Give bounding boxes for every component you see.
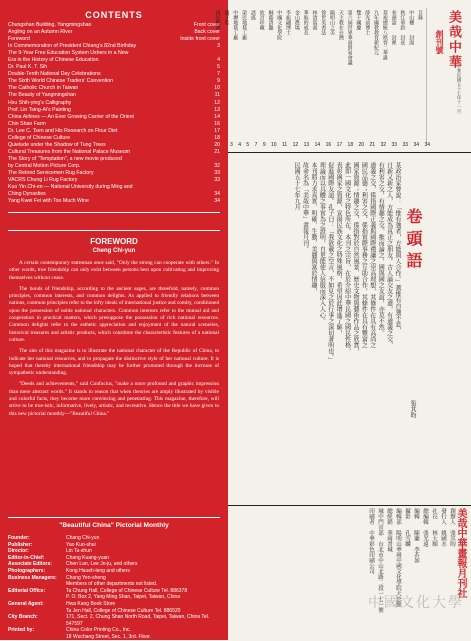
page-number: 12 [292, 142, 299, 148]
contents-item [8, 191, 220, 198]
masthead-role: Editor-in-Chief: [8, 554, 45, 561]
masthead-value: Kong Haueh-leng and others [66, 567, 130, 574]
divider [228, 152, 471, 153]
contents-item [8, 29, 220, 36]
contents-item [8, 184, 220, 191]
contents-item-title: Prof. Lin Tsing-Ai's Painting [8, 106, 71, 113]
publisher-line: 編輯 陳蘭 李若如 [413, 508, 419, 563]
masthead-value: Yao Kuo-shui [66, 541, 96, 548]
chinese-contents-item: 桐蔭清趣 [267, 10, 274, 30]
preface-column: 理論而以具體之事實為之證明，自更能使人信服而深入人心。 [318, 162, 326, 324]
publisher-line: 創辦人 張其昀 [449, 508, 455, 547]
foreword-paragraph: A certain contemporary statesman once said, "Only the strong can cooperate with others." In other words, true friendship can only exist between persons best upon cultivating and improving themselves without cease. [9, 260, 219, 281]
preface-column: 此即一國文化之特色所在。本刊之宗旨，在於介紹中華民國之國民性格， [343, 162, 351, 354]
masthead-row [8, 601, 222, 608]
contents-item-page [216, 156, 220, 163]
chinese-contents-item: 目錄 [417, 10, 423, 20]
masthead-row [8, 548, 222, 555]
contents-item-page: 16 [214, 120, 220, 127]
page-number: 33 [391, 142, 398, 148]
masthead-value: Hwa Kang Book Store [66, 600, 116, 607]
chinese-contents-item: 第六屆世界華商貿易會議 [346, 10, 353, 65]
masthead-row [8, 555, 222, 562]
preface-column: 國民品德；利害之交，係指實際事務之互助合作，其條件在具有豐富之 [360, 162, 368, 348]
page-numbers [230, 142, 430, 148]
chinese-contents-item: 九年國教教育新紀元 [373, 10, 380, 55]
publisher-line: 總編輯 張光遠 [422, 508, 428, 547]
publisher-line: 城中門市部 台北市中山北路二段一七一號 [377, 508, 383, 613]
contents-item-title: Yang Kwei Fei with Too Much Wine [8, 198, 89, 205]
contents-item-title: China Airlines — An Ever Growing Carrier of the Orient [8, 113, 134, 120]
divider [8, 230, 220, 231]
page-number: 9 [262, 142, 266, 148]
page-number: 32 [380, 142, 387, 148]
contents-item [8, 100, 220, 107]
page-number: 5 [246, 142, 250, 148]
divider [8, 517, 220, 518]
masthead-role [8, 608, 66, 615]
page-number: 13 [303, 142, 310, 148]
contents-item [8, 163, 220, 170]
masthead-value: Lin Ta-shun [66, 548, 92, 555]
page-number: 16 [325, 142, 332, 148]
masthead-role [8, 581, 66, 588]
contents-item [8, 114, 220, 121]
preface-column: 國家資源；情趣之交，係指對於自然風景、歷史文物與藝術作品之欣賞， [351, 162, 359, 354]
chinese-contents-item: 中國文化學院 [276, 10, 283, 40]
page-number: 3 [230, 142, 233, 148]
contents-item-page: 5 [217, 64, 220, 71]
foreword-title: FOREWORD [90, 237, 138, 246]
contents-item-title: The 9-Year Free Education System Ushers in a New [8, 50, 129, 57]
foreword-paragraph: The aim of this magazine is to illustrate the national character of the Republic of China, to indicate her national resources, and to propagate the distinctive style of her national culture. It is hoped that thereby international friendship may be further promoted through the increase of sympathetic understanding. [9, 348, 219, 377]
chinese-contents-item: 天主教在台灣 [337, 10, 344, 40]
contents-item-title: College of Chinese Culture [8, 134, 70, 141]
chinese-contents-item: 貴妃醉酒 [214, 10, 221, 30]
contents-item [8, 135, 220, 142]
page-number: 11 [282, 142, 288, 148]
contents-item-page: 34 [214, 191, 220, 198]
publisher-line: 發行人 姚國水 [440, 508, 446, 547]
foreword-text [9, 260, 219, 422]
contents-item-title: Foreword [8, 36, 30, 43]
contents-item [8, 198, 220, 205]
magazine-brand: 美哉中華 [446, 10, 461, 70]
masthead-role: Founder: [8, 535, 30, 541]
contents-item-page: 33 [214, 169, 220, 176]
foreword-paragraph: The bonds of friendship, according to the ancient sages, are threefold, namely, common principles, common interests, and common delights. As applied to friendly relations between nations, common principles refer to the lofty ideals of international justice and comity, conditioned upon the possession of noble national characters. Common interests refer to the mutual aid and cooperation in practical matters, which presuppose the possession of rich national resources. Common delights refer to the esthetic appreciation and enjoyment of the natural sceneries, historical treasures and artistic products, which constitute the characteristic features of a national culture. [9, 285, 219, 343]
page-number: 21 [369, 142, 376, 148]
masthead-row [8, 542, 222, 549]
contents-item-title: Hsu Shih-ying's Calligraphy [8, 99, 72, 106]
contents-item-page: 11 [214, 92, 220, 99]
divider [8, 212, 220, 213]
contents-item-title: The Story of "Temptation", a new movie produced [8, 155, 122, 162]
english-column [0, 0, 228, 640]
masthead-row [8, 634, 222, 641]
masthead-role: General Agent: [8, 600, 44, 607]
masthead-row [8, 568, 222, 575]
chinese-contents-item: 秋江垂釣 封底 [399, 10, 406, 45]
chinese-contents-item: 李振翩博士 [285, 10, 292, 35]
chinese-contents-item: 中壢地毯工廠 [232, 10, 239, 40]
contents-item-page: 10 [214, 85, 220, 92]
preface-column: 本刊將力求真實、明確、生動、美麗與富於情趣， [309, 162, 317, 294]
publisher-info [234, 508, 464, 636]
chinese-contents-item: 誘惑 [249, 10, 256, 20]
preface-title: 卷頭語 [404, 208, 423, 274]
masthead-role [8, 594, 66, 601]
masthead-value: 18 Wuchang Street, Sec. 1, 3rd. Floor. [66, 633, 151, 640]
contents-item [8, 71, 220, 78]
chinese-contents-item: 雙十國慶 [355, 10, 362, 30]
contents-item [8, 43, 220, 50]
page-number: 10 [271, 142, 277, 148]
contents-item-page: 18 [214, 134, 220, 141]
chinese-contents-item: 薛光前博士 [364, 10, 371, 35]
masthead-row [8, 535, 222, 542]
contents-item [8, 177, 220, 184]
contents-item-page: Inside front cover [180, 36, 220, 43]
masthead-row [8, 561, 222, 568]
publisher-line: 美哉中華畫報月刊社 [455, 508, 466, 598]
preface-column: 日新又新之人，方能成為真正之朋友。古人論交友之道，有道義之交， [385, 162, 393, 348]
contents-item-title: In Commemoration of President Chiang's 82nd Birthday [8, 43, 137, 50]
masthead-role: Printed by: [8, 627, 35, 634]
contents-item [8, 22, 220, 29]
contents-item [8, 121, 220, 128]
contents-item [8, 142, 220, 149]
preface-column: 某政治家曾說：「惟有強者，方能與人合作。」蓋惟有自強不息， [394, 162, 401, 333]
contents-item-title: Kuo Yin Chi-en — National University during Ming and [8, 184, 133, 191]
contents-item-page: 17 [214, 127, 220, 134]
contents-list [8, 22, 220, 205]
preface-column: 故命名為「美哉中華」畫報月刊。 [301, 162, 309, 252]
masthead [8, 535, 222, 641]
masthead-role: Editorial Office: [8, 587, 46, 594]
chinese-contents-item: 榮民地毯工廠 [241, 10, 248, 40]
pictorial-title: "Beautiful China" Pictorial Monthly [59, 522, 169, 529]
masthead-value: Chang Kuang-yuan [66, 554, 110, 561]
masthead-row [8, 588, 222, 595]
watermark: 中國文化大學 [368, 595, 464, 611]
masthead-role: City Branch: [8, 614, 38, 621]
chinese-contents-item: 華航的成長 [302, 10, 309, 35]
preface-column: 促進國際友誼。孔子曰：「我欲載之空言，不如見之於行事之深切著明也。」 [326, 162, 334, 363]
chinese-column [214, 0, 471, 640]
masthead-row [8, 608, 222, 615]
publisher-line: 總經銷 華岡書城 [386, 508, 392, 552]
contents-item-page: 3 [217, 43, 220, 50]
page-number: 4 [238, 142, 241, 148]
divider [426, 8, 427, 144]
publisher-line: 印刷者 中華彩色印刷公司 [368, 508, 374, 574]
contents-item-title: Era in the History of Chinese Education [8, 57, 99, 64]
contents-item [8, 107, 220, 114]
contents-item-title: Ching Dynasties [8, 191, 46, 198]
contents-item-title: Cultural Treasures from the National Palace Museum [8, 148, 130, 155]
page-number: 34 [424, 142, 430, 148]
contents-item-page: 21 [214, 148, 220, 155]
contents-item-title: The Retired Servicemen Rug Factory [8, 169, 94, 176]
masthead-value: Chang Chi-yun [66, 535, 100, 541]
page-number: 18 [347, 142, 354, 148]
contents-item [8, 78, 220, 85]
chinese-contents-item: 林清霞畫 [311, 10, 318, 30]
masthead-role: Associate Editors: [8, 561, 52, 568]
contents-item-title: Quietude under the Shadow of Tung Trees [8, 141, 106, 148]
contents-item-page: 14 [214, 113, 220, 120]
contents-item [8, 85, 220, 92]
contents-item-title: by Central Motion Picture Corp. [8, 162, 81, 169]
contents-item-page: 9 [217, 78, 220, 85]
contents-item-page: 7 [217, 71, 220, 78]
masthead-value: Members of other departments not listed. [66, 581, 158, 588]
chinese-contents-item: 陽明山之美 [329, 10, 336, 35]
contents-item [8, 92, 220, 99]
preface-column: 民國五十七年九月 [293, 162, 301, 210]
page-number: 20 [358, 142, 365, 148]
contents-item-page: Back cover [194, 29, 220, 36]
preface-column: 表彰國家之資源，宣揚民族文化之特殊風格，希望因此增進了解， [335, 162, 343, 336]
contents-item [8, 50, 220, 57]
contents-item [8, 128, 220, 135]
masthead-role: Photographers: [8, 567, 46, 574]
masthead-value: Chang Yen-sheng [66, 574, 106, 581]
contents-item-title: Angling on an Autumn River [8, 29, 73, 36]
publisher-line: 社長 林大順 [431, 508, 437, 547]
preface-column: 有利害之交，有情趣之交。推而論之，國與國之友誼，亦莫不然。 [377, 162, 385, 336]
contents-item [8, 149, 220, 156]
preface-column: 道義之交，係指國際正義與國際禮讓之崇高理想，其條件在具有高尚之 [368, 162, 376, 348]
masthead-value: P. O. Box 2, Yang Ming Shan, Taipei, Taiwan, China [66, 594, 181, 601]
contents-item-title: The Catholic Church in Taiwan [8, 85, 79, 92]
contents-item-page: 12 [214, 99, 220, 106]
foreword-paragraph: "Deeds and achievements," said Confucius, "make a more profound and graphic impression than mere abstract words." It stands to reason that when theories are amply illustrated by visible and colorful facts, they become more convincing and penetrating. This magazine, therefore, will strive to be true-istic, informative, lively, artistic, and recreative. Hence the title we have given to this new pictorial monthly—"Beautiful China." [9, 381, 219, 417]
contents-title: CONTENTS [85, 10, 143, 20]
divider [228, 505, 471, 506]
page-number: 33 [402, 142, 409, 148]
masthead-value: Ta Chung Hall, College of Chinese Culture Tel. 886378 [66, 587, 188, 594]
masthead-row [8, 575, 222, 582]
contents-item-page: Front cover [193, 22, 220, 28]
issue-date: 中華民國五十七年十一月 [456, 64, 461, 114]
contents-item-page [216, 184, 220, 191]
page-number: 34 [413, 142, 420, 148]
contents-item-title: VACRS Chung Li Rug Factory [8, 177, 78, 184]
page-number: 17 [336, 142, 343, 148]
contents-item-page: 4 [217, 57, 220, 64]
foreword-author: Cheng Chi-yun [92, 248, 136, 254]
contents-item [8, 57, 220, 64]
contents-item [8, 36, 220, 43]
contents-item-title: The Beauty of Yangmingshan [8, 92, 76, 99]
masthead-value: Chen Lan, Lee Jo-ju, and others [66, 561, 138, 568]
contents-item-title: Dr. Lee C. Tsen and His Research on Flour Diet [8, 127, 118, 134]
masthead-role: Business Managers: [8, 574, 57, 581]
chinese-contents-item: 故宮珍藏 [258, 10, 265, 30]
contents-item [8, 64, 220, 71]
chinese-contents-item: 卷頭語 封裡 [390, 10, 397, 45]
chinese-contents-item: 恭祝總統八秩晉二華誕 [381, 10, 388, 60]
contents-item-title: Chin Shan Farm [8, 120, 46, 127]
masthead-role [8, 634, 66, 641]
masthead-row [8, 627, 222, 634]
masthead-row [8, 594, 222, 601]
contents-item-page: 34 [214, 198, 220, 205]
contents-item-title: Double-Tenth National Day Celebrations [8, 71, 101, 78]
masthead-value: China Color Printing Co., Inc. [66, 627, 131, 634]
contents-item [8, 156, 220, 163]
contents-item-page: 13 [214, 106, 220, 113]
contents-item-title: The Sixth World Chinese Traders' Convention [8, 78, 113, 85]
masthead-role: Publisher: [8, 541, 33, 548]
contents-item-page: 32 [214, 162, 220, 169]
issue-label: 創刊號 [435, 30, 444, 54]
publisher-line: 攝影 孔雪麟 [404, 508, 410, 547]
masthead-row [8, 581, 222, 588]
preface-text [233, 162, 401, 507]
preface-author: 張其昀 [409, 400, 416, 418]
page-number: 14 [314, 142, 321, 148]
chinese-contents-item: 國子監 [223, 10, 230, 25]
page-number: 7 [254, 142, 258, 148]
contents-item-title: Chungshan Building, Yangmingshan [8, 22, 92, 28]
contents-item-page: 20 [214, 141, 220, 148]
masthead-row [8, 614, 222, 627]
publisher-line: 編輯部 陽明山華岡中國文化學院大忠館 [395, 508, 401, 607]
chinese-contents-item: 金山農場 [293, 10, 300, 30]
masthead-value: 171, Sect. 2, Chung Shan North Road, Taipei, Taiwan, China Tel. 547597 [66, 614, 210, 627]
contents-item [8, 170, 220, 177]
masthead-role: Director: [8, 548, 29, 555]
contents-item-title: Dr. Paul K. T. Sih [8, 64, 48, 71]
chinese-contents-item: 徐世英書法 [320, 10, 327, 35]
masthead-value: Ta Jen Hall, College of Chinese Culture Tel. 886520 [66, 607, 181, 614]
chinese-contents-item: 中山樓 封面 [408, 10, 415, 45]
contents-item-page: 33 [214, 177, 220, 184]
